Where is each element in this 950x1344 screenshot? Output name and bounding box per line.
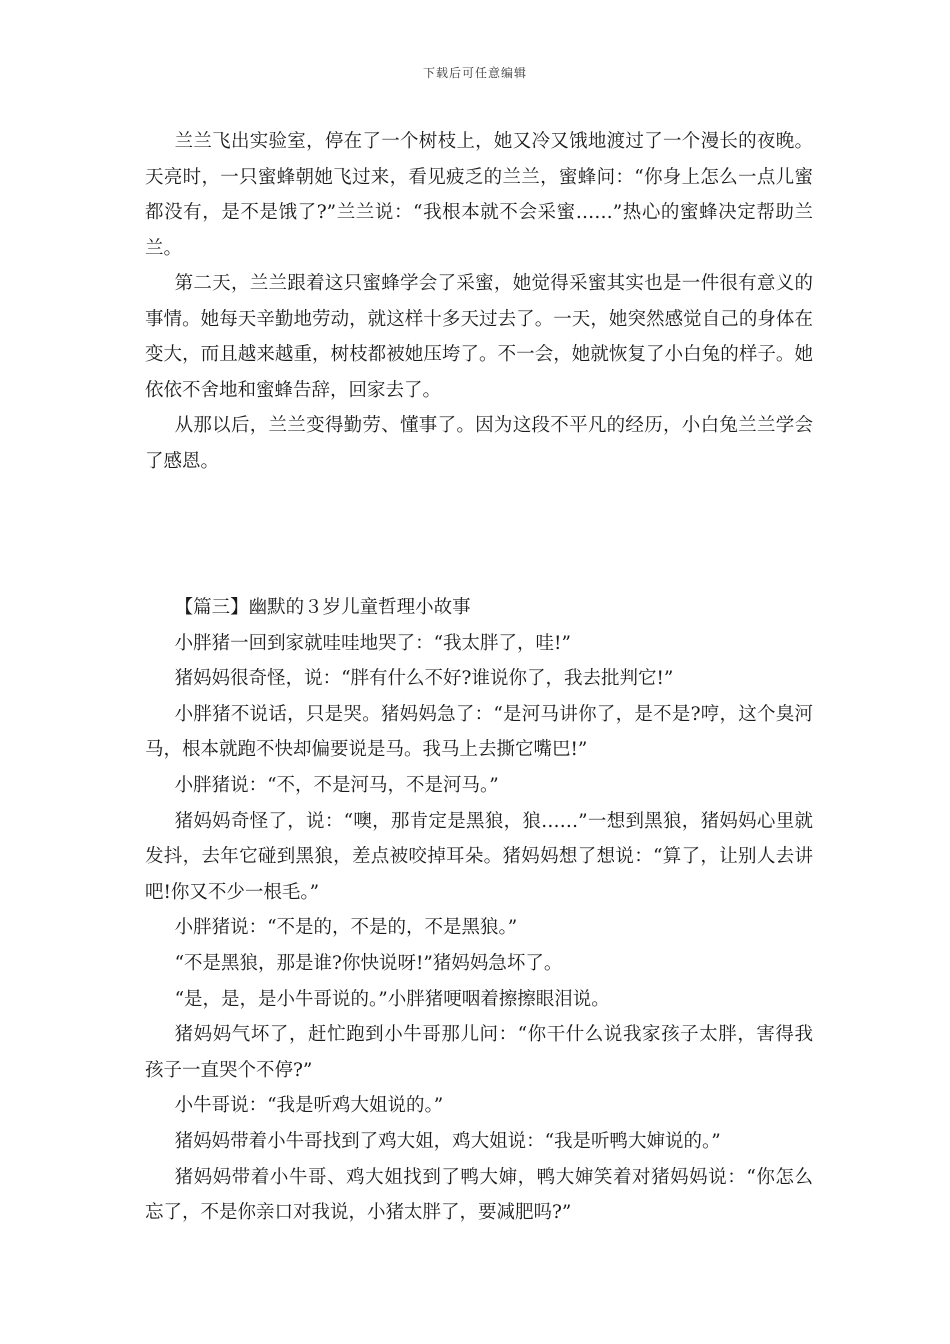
paragraph: 猪妈妈奇怪了，说：“噢，那肯定是黑狼，狼……”一想到黑狼，猪妈妈心里就发抖，去年它碰到黑狼，差点被咬掉耳朵。猪妈妈想了想说：“算了，让别人去讲吧!你又不少一根毛。” — [145, 810, 813, 903]
paragraph: 小胖猪一回到家就哇哇地哭了：“我太胖了，哇!” — [174, 632, 571, 654]
paragraph: “不是黑狼，那是谁?你快说呀!”猪妈妈急坏了。 — [174, 952, 563, 974]
paragraph: 小牛哥说：“我是听鸡大姐说的。” — [174, 1095, 444, 1117]
paragraph: 猪妈妈带着小牛哥、鸡大姐找到了鸭大婶，鸭大婶笑着对猪妈妈说：“你怎么忘了，不是你亲口对我说，小猪太胖了，要减肥吗?” — [145, 1166, 813, 1224]
page-header: 下载后可任意编辑 — [422, 66, 527, 80]
paragraph: 小胖猪不说话，只是哭。猪妈妈急了：“是河马讲你了，是不是?哼，这个臭河马，根本就跑不快却偏要说是马。我马上去撕它嘴巴!” — [145, 703, 813, 761]
paragraph: 猪妈妈很奇怪，说：“胖有什么不好?谁说你了，我去批判它!” — [174, 668, 674, 690]
paragraph: “是，是，是小牛哥说的。”小胖猪哽咽着擦擦眼泪说。 — [174, 988, 610, 1010]
paragraph: 从那以后，兰兰变得勤劳、懂事了。因为这段不平凡的经历，小白兔兰兰学会了感恩。 — [145, 415, 813, 472]
paragraph: 第二天，兰兰跟着这只蜜蜂学会了采蜜，她觉得采蜜其实也是一件很有意义的事情。她每天辛勤地劳动，就这样十多天过去了。一天，她突然感觉自己的身体在变大，而且越来越重，树枝都被她压垮了。不一会，她就恢复了小白兔的样子。她依依不舍地和蜜蜂告辞，回家去了。 — [145, 273, 813, 401]
story-two-section — [145, 124, 813, 479]
paragraph: 猪妈妈带着小牛哥找到了鸡大姐，鸡大姐说：“我是听鸭大婶说的。” — [174, 1130, 721, 1152]
paragraph: 猪妈妈气坏了，赶忙跑到小牛哥那儿问：“你干什么说我家孩子太胖，害得我孩子一直哭个不停?” — [145, 1024, 813, 1081]
story-three-section — [145, 590, 813, 1231]
paragraph: 兰兰飞出实验室，停在了一个树枝上，她又冷又饿地渡过了一个漫长的夜晚。天亮时，一只蜜蜂朝她飞过来，看见疲乏的兰兰，蜜蜂问：“你身上怎么一点儿蜜都没有，是不是饿了?”兰兰说：“我根本就不会采蜜……”热心的蜜蜂决定帮助兰兰。 — [145, 131, 813, 259]
paragraph: 小胖猪说：“不，不是河马，不是河马。” — [174, 774, 499, 796]
section-title: 【篇三】幽默的３岁儿童哲理小故事 — [174, 597, 471, 618]
paragraph: 小胖猪说：“不是的，不是的，不是黑狼。” — [174, 917, 518, 939]
